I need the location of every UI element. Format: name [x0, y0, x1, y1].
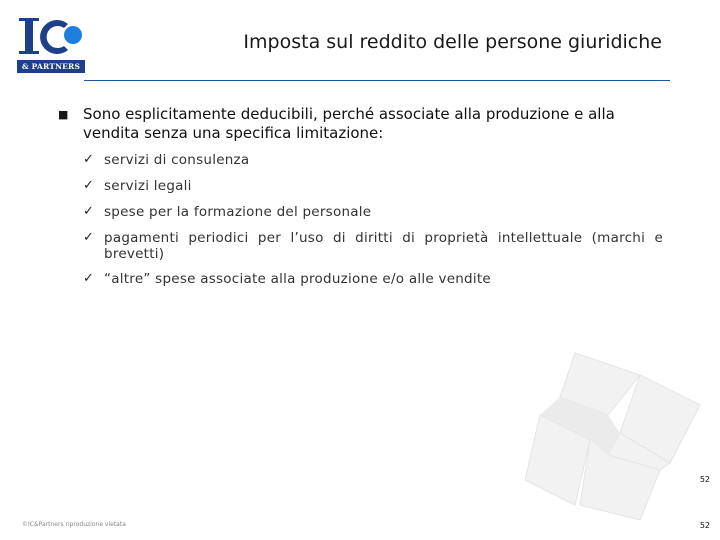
main-bullet-text: Sono esplicitamente deducibili, perché associate alla produzione e alla vendita senza una specifica limitazione: — [83, 105, 615, 142]
page-number-footer: 52 — [699, 521, 710, 530]
list-item — [83, 230, 663, 262]
list-item — [83, 178, 192, 194]
list-item — [83, 271, 491, 287]
list-item-text: “altre” spese associate alla produzione e/o alle vendite — [104, 271, 491, 287]
slide-title: Imposta sul reddito delle persone giuridiche — [243, 31, 662, 53]
title-divider — [84, 80, 670, 81]
checkmark-icon: ✓ — [83, 178, 95, 193]
checkmark-icon: ✓ — [83, 204, 95, 219]
checkmark-icon: ✓ — [83, 271, 95, 286]
list-item-text: servizi di consulenza — [104, 152, 250, 168]
square-bullet-icon: ■ — [58, 108, 69, 121]
logo-subtitle: & PARTNERS — [17, 60, 85, 73]
list-item-text: spese per la formazione del personale — [104, 204, 372, 220]
list-item-text: servizi legali — [104, 178, 192, 194]
list-item-text: pagamenti periodici per l’uso di diritti di proprietà intellettuale (marchi e brevetti) — [104, 230, 663, 262]
list-item — [83, 152, 249, 168]
checkmark-icon: ✓ — [83, 152, 95, 167]
list-item — [83, 204, 371, 220]
company-logo — [16, 14, 86, 74]
logo-mark — [16, 14, 86, 58]
background-watermark-graphic — [520, 345, 710, 525]
page-number: 52 — [699, 475, 710, 484]
copyright-notice: ©IC&Partners riproduzione vietata — [22, 521, 126, 528]
checkmark-icon: ✓ — [83, 230, 95, 245]
